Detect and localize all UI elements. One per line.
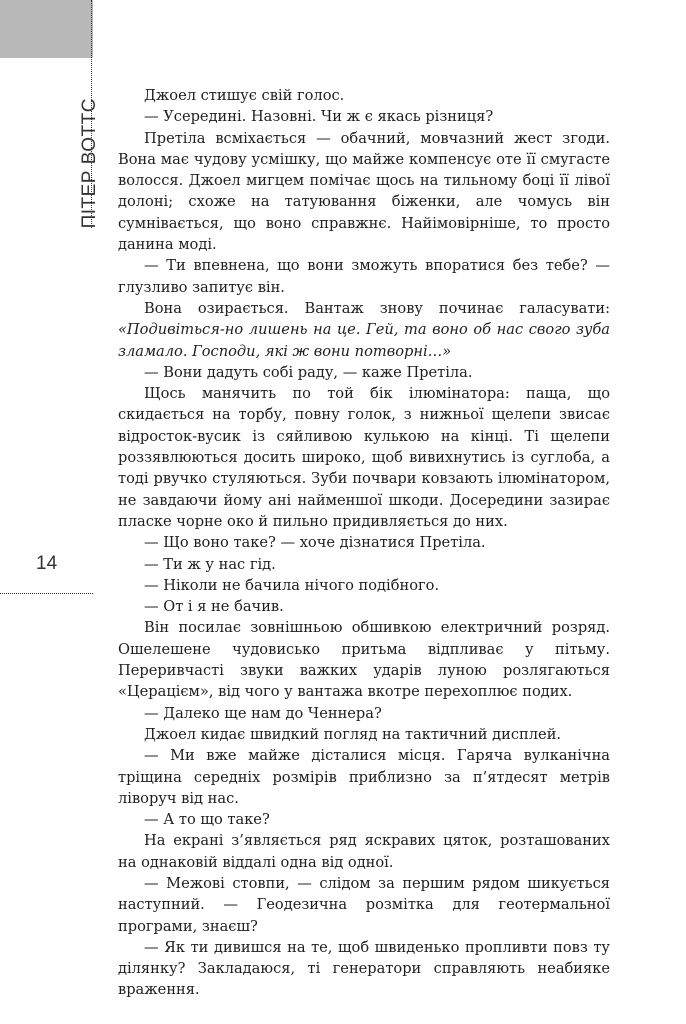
paragraph: — Ми вже майже дісталися місця. Гаряча вулканічна тріщина середніх розмірів приблизно за п’ятдесят метрів ліворуч від нас. — [118, 747, 610, 807]
body-text — [118, 85, 610, 1001]
paragraph: Претіла всміхається — обачний, мовчазний жест згоди. Вона має чудову усмішку, що майже компенсує оте її смугасте волосся. Джоел мигцем помічає щось на тильному боці її лівої долоні; схоже на татуювання біженки, але чомусь він сумнівається, що воно справжнє. Найімовірніше, то просто данина моді. — [118, 129, 610, 254]
paragraph: Джоел стишує свій голос. — [144, 87, 345, 104]
italic-quote: «Подивіться-но лишень на це. Гей, та воно об нас свого зуба зламало. Господи, які ж вони потворні…» — [118, 321, 610, 360]
horizontal-dotted-rule — [0, 593, 93, 594]
paragraph: — Ніколи не бачила нічого подібного. — [144, 576, 440, 594]
paragraph: — Ти ж у нас гід. — [144, 555, 276, 573]
paragraph: — Межові стовпи, — слідом за першим рядом шикується наступний. — Геодезична розмітка для геотермальної програми, знаєш? — [118, 874, 610, 935]
paragraph: — Усередині. Назовні. Чи ж є якась різниця? — [144, 108, 494, 126]
paragraph: На екрані з’являється ряд яскравих цяток, розташованих на однаковій віддалі одна від одної. — [118, 832, 610, 871]
paragraph: — От і я не бачив. — [144, 598, 284, 616]
running-head-author: ПІТЕР ВОТТС — [79, 98, 100, 229]
paragraph: — Як ти дивишся на те, щоб швиденько пропливти повз ту ділянку? Закладаюся, ті генератори справляють неабияке враження. — [118, 938, 610, 999]
paragraph: — А то що таке? — [144, 811, 270, 829]
paragraph: Він посилає зовнішньою обшивкою електричний розряд. Ошелешене чудовисько притьма відпливає у пітьму. Переривчасті звуки важких ударів луною розлягаються «Церацієм», від чого у вантажа вкотре перехоплює подих. — [118, 619, 610, 701]
paragraph: — Що воно таке? — хоче дізнатися Претіла. — [144, 534, 486, 552]
page-number: 14 — [36, 553, 58, 574]
paragraph: Джоел кидає швидкий погляд на тактичний дисплей. — [144, 725, 562, 743]
paragraph: Вона озирається. Вантаж знову починає галасувати: «Подивіться-но лишень на це. Гей, та воно об нас свого зуба зламало. Господи, які ж вони потворні…» — [118, 299, 610, 360]
header-corner-block — [0, 0, 93, 58]
paragraph: — Вони дадуть собі раду, — каже Претіла. — [144, 363, 473, 381]
paragraph: — Ти впевнена, що вони зможуть впоратися без тебе? — глузливо запитує він. — [118, 257, 610, 296]
paragraph: Щось манячить по той бік ілюмінатора: паща, що скидається на торбу, повну голок, з нижньої щелепи звисає відросток-вусик із сяйливою кулькою на кінці. Ті щелепи роззявлюються досить широко, щоб вивихнутись із суглоба, а тоді рвучко стуляються. Зуби почвари ковзають ілюмінатором, не завдаючи йому ані найменшої шкоди. Досередини зазирає пласке чорне око й пильно придивляється до них. — [118, 385, 610, 530]
paragraph: — Далеко ще нам до Ченнера? — [144, 704, 382, 722]
